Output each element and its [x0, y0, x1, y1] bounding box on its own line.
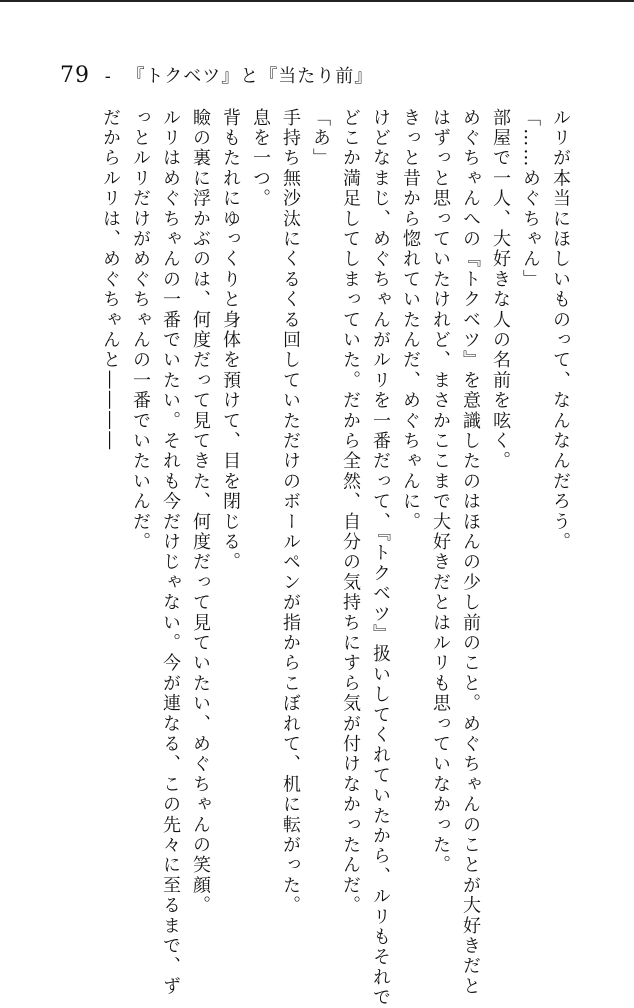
text-line: 息を一つ。 [250, 108, 271, 209]
top-border [0, 0, 634, 2]
text-line: どこか満足してしまっていた。だから全然、自分の気持ちにすら気が付けなかったんだ。 [340, 108, 361, 916]
page-header [60, 62, 373, 88]
text-line: 瞼の裏に浮かぶのは、何度だって見てきた、何度だって見ていたい、めぐちゃんの笑顔。 [190, 108, 211, 916]
text-line: 背もたれにゆっくりと身体を預けて、目を閉じる。 [220, 108, 241, 573]
vertical-body-text [55, 108, 575, 1008]
text-line: はずっと思っていたけれど、まさかここまで大好きだとはルリも思っていなかった。 [430, 108, 451, 876]
chapter-title: 『トクベツ』と『当たり前』 [126, 66, 374, 87]
text-line: 部屋で一人、大好きな人の名前を呟く。 [490, 108, 511, 472]
text-line: 「……めぐちゃん」 [520, 108, 541, 290]
text-line: きっと昔から惚れていたんだ、めぐちゃんに。 [400, 108, 421, 533]
header-separator: - [104, 66, 112, 87]
text-line: っとルリだけがめぐちゃんの一番でいたいんだ。 [130, 108, 151, 553]
page-number: 79 [60, 63, 90, 88]
text-line: だからルリは、めぐちゃんと―――― [100, 108, 121, 452]
text-line: けどなまじ、めぐちゃんがルリを一番だって、『トクベツ』扱いしてくれていたから、ルリもそれで [370, 108, 391, 1008]
text-line: ルリが本当にほしいものって、なんなんだろう。 [550, 108, 571, 553]
text-line: めぐちゃんへの『トクベツ』を意識したのはほんの少し前のこと。めぐちゃんのことが大好きだと [460, 108, 481, 997]
text-line: 「あ」 [310, 108, 331, 169]
text-line: 手持ち無沙汰にくるくる回していただけのボールペンが指からこぼれて、机に転がった。 [280, 108, 301, 916]
text-line: ルリはめぐちゃんの一番でいたい。それも今だけじゃない。今が連なる、この先々に至るまで、ず [160, 108, 181, 997]
